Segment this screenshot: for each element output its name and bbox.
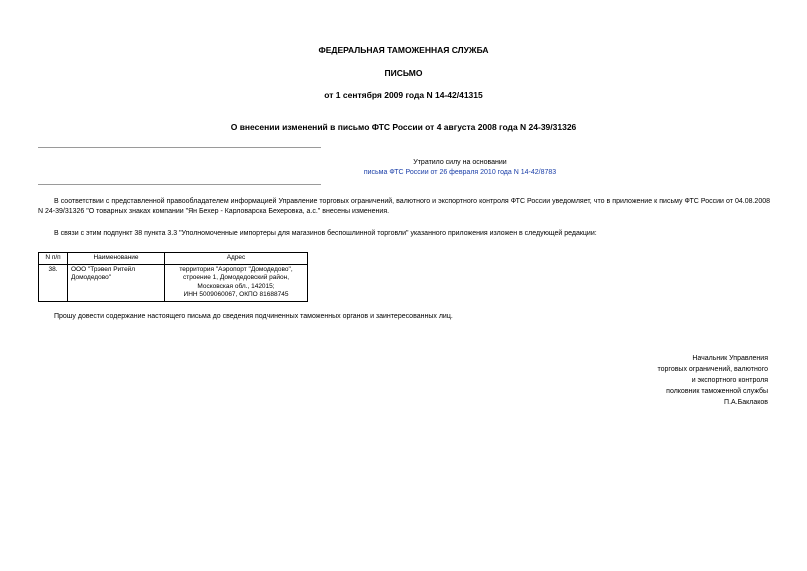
row-name-line: ООО "Трэвел Ритейл — [71, 265, 136, 273]
row-address-line: Московская обл., 142015; — [197, 282, 275, 290]
row-name — [68, 264, 165, 301]
importer-table — [38, 252, 308, 302]
top-divider — [38, 147, 321, 148]
table-header-row — [39, 253, 308, 265]
status-note — [290, 158, 630, 178]
table-row — [39, 264, 308, 301]
body-paragraph-3: Прошу довести содержание настоящего письма до сведения подчиненных таможенных органов и заинтересованных лиц. — [54, 313, 453, 320]
signature-line: Начальник Управления — [692, 355, 768, 362]
repeal-letter-link[interactable]: письма ФТС России от 26 февраля 2010 года N 14-42/8783 — [363, 169, 557, 176]
signature-block — [568, 353, 768, 408]
row-address-line: территория "Аэропорт "Домодедово", — [179, 265, 293, 273]
header-name: Наименование — [68, 253, 165, 265]
signature-line: и экспортного контроля — [691, 377, 768, 384]
row-address-line: строение 1, Домодедовский район, — [182, 274, 290, 281]
document-type: ПИСЬМО — [384, 68, 423, 78]
bottom-divider — [38, 184, 321, 185]
row-name-line: Домодедово" — [71, 274, 112, 281]
signature-line: торговых ограничений, валютного — [657, 366, 768, 373]
signature-line: полковник таможенной службы — [666, 388, 768, 395]
body-paragraph-1: В соответствии с представленной правообладателем информацией Управление торговых ограничений, валютного и экспортного контроля ФТС России уведомляет, что в приложение к письму ФТС России от 04.08.2008 N 24-39/31326 "О товарных знаках компании "Ян Бехер - Карловарска Бехеровка, а.с." внесены изменения. — [38, 198, 770, 215]
body-paragraph-2: В связи с этим подпункт 38 пункта 3.3 "Уполномоченные импортеры для магазинов беспошлинной торговли" указанного приложения изложен в следующей редакции: — [54, 230, 597, 237]
document-date-number: от 1 сентября 2009 года N 14-42/41315 — [324, 90, 483, 100]
agency-title: ФЕДЕРАЛЬНАЯ ТАМОЖЕННАЯ СЛУЖБА — [318, 45, 489, 55]
header-address: Адрес — [165, 253, 308, 265]
row-address — [165, 264, 308, 301]
row-number: 38. — [39, 264, 68, 301]
signatory-name: П.А.Баклаков — [724, 399, 768, 406]
status-note-text: Утратило силу на основании — [413, 159, 507, 166]
document-subject: О внесении изменений в письмо ФТС России от 4 августа 2008 года N 24-39/31326 — [230, 122, 577, 132]
header-number: N п/п — [39, 253, 68, 265]
row-address-line: ИНН 5009060067, ОКПО 81688745 — [183, 291, 289, 298]
